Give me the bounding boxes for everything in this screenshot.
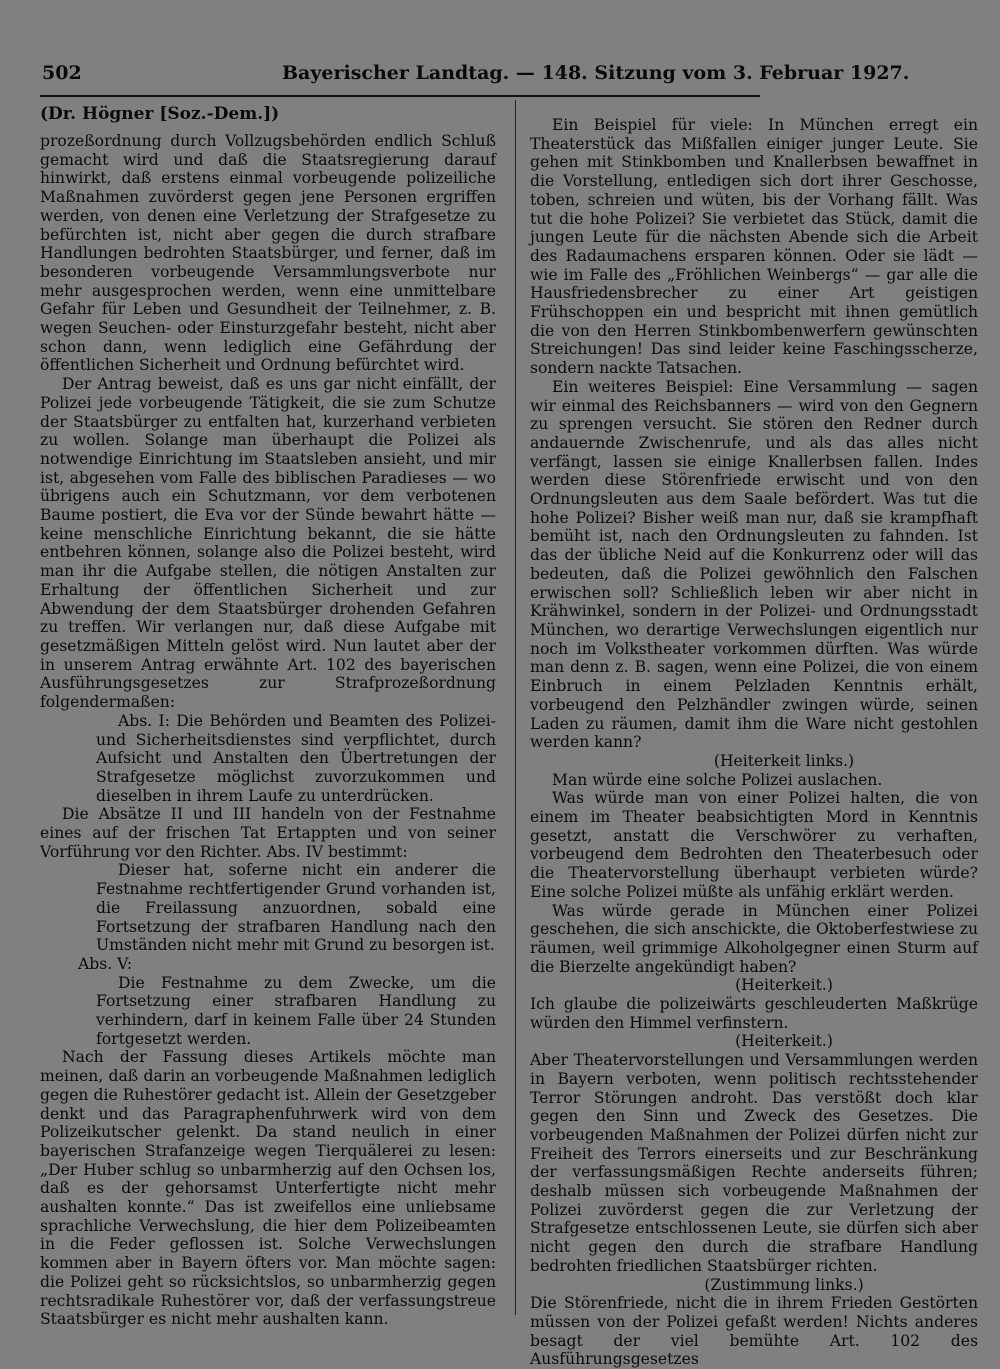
speaker-label: (Dr. Högner [Soz.-Dem.]) bbox=[40, 104, 280, 124]
interjection: (Heiterkeit.) bbox=[735, 976, 833, 995]
paragraph: Ein weiteres Beispiel: Eine Versammlung — sagen wir einmal des Reichsbanners — wird von den Gegnern zu sprengen versucht. Sie stören den Redner durch andauernde Zwischenrufe, und als das alles nicht verfängt, lassen sie einige Knallerbsen fallen. Indes werden diese Störenfriede erwischt und von den Ordnungsleuten aus dem Saale befördert. Was tut die hohe Polizei? Bisher weiß man nur, daß sie krampfhaft bemüht ist, nach den Ordnungsleuten zu fahnden. Ist das der übliche Neid auf die Konkurrenz oder will das bedeuten, daß die Polizei gewöhnlich den Falschen erwischen soll? Schließlich leben wir aber nicht in Krähwinkel, sondern in der Polizei- und Ordnungsstadt München, wo derartige Verwechslungen eigentlich nur noch im Volkstheater vorkommen dürften. Was würde man denn z. B. sagen, wenn eine Polizei, die von einem Einbruch in einem Pelzladen Kenntnis erhält, vorbeugend den Pelzhändler zwingen würde, seinen Laden zu räumen, damit ihm die Ware nicht gestohlen werden kann? bbox=[530, 377, 978, 752]
running-title: Bayerischer Landtag. — 148. Sitzung vom 3. Februar 1927. bbox=[282, 62, 910, 84]
header-rule bbox=[40, 95, 760, 97]
quoted-law-text: Die Festnahme zu dem Zwecke, um die Fortsetzung einer strafbaren Handlung zu verhindern, darf in keinem Falle über 24 Stunden fortgesetzt werden. bbox=[96, 973, 496, 1048]
paragraph: prozeßordnung durch Vollzugsbehörden endlich Schluß gemacht wird und daß die Staatsregierung darauf hinwirkt, daß erstens einmal vorbeugende polizeiliche Maßnahmen zuvörderst gegen jene Personen ergriffen werden, von denen eine Verletzung der Strafgesetze zu befürchten ist, nicht aber gegen die durch strafbare Handlungen bedrohten Staatsbürger, und ferner, daß im besonderen vorbeugende Versammlungsverbote nur mehr ausgesprochen werden, wenn eine unmittelbare Gefahr für Leben und Gesundheit der Teilnehmer, z. B. wegen Seuchen- oder Einsturzgefahr besteht, nicht aber schon dann, wenn lediglich eine Gefährdung der öffentlichen Sicherheit und Ordnung befürchtet wird. bbox=[40, 132, 496, 375]
interjection: (Heiterkeit.) bbox=[735, 1032, 833, 1051]
quoted-law-text: Abs. I: Die Behörden und Beamten des Polizei- und Sicherheitsdienstes sind verpflichtet, durch Aufsicht und Anstalten den Übertretungen der Strafgesetze möglichst zuvorzukommen und dieselben in ihrem Laufe zu unterdrücken. bbox=[96, 711, 496, 805]
paragraph: Was würde man von einer Polizei halten, die von einem im Theater beabsichtigten Mord in Kenntnis gesetzt, anstatt die Verschwörer zu verhaften, vorbeugend dem Bedrohten den Theaterbesuch oder die Theatervorstellung überhaupt verbieten würde? Eine solche Polizei müßte als unfähig erklärt werden. bbox=[530, 789, 978, 901]
paragraph: Die Absätze II und III handeln von der Festnahme eines auf der frischen Tat Ertappten und von seiner Vorführung vor den Richter. Abs. IV bestimmt: bbox=[40, 805, 496, 861]
section-label: Abs. V: bbox=[78, 954, 133, 973]
paragraph: Was würde gerade in München einer Polizei geschehen, die sich anschickte, die Oktoberfestwiese zu räumen, weil grimmige Alkoholgegner einen Sturm auf die Bierzelte angekündigt haben? bbox=[530, 901, 978, 976]
paragraph: Aber Theatervorstellungen und Versammlungen werden in Bayern verboten, wenn politisch rechtsstehender Terror Störungen androht. Das verstößt doch klar gegen den Sinn und Zweck des Gesetzes. Die vorbeugenden Maßnahmen der Polizei dürfen nicht zur Freiheit des Terrors einerseits und zur Beschränkung der verfassungsmäßigen Rechte anderseits führen; deshalb müssen sich vorbeugende Maßnahmen der Polizei zuvörderst gegen die zur Verletzung der Strafgesetze entschlossenen Leute, sie dürfen sich aber nicht gegen den durch die strafbare Handlung bedrohten friedlichen Staatsbürger richten. bbox=[530, 1051, 978, 1275]
column-divider bbox=[515, 100, 516, 1315]
paragraph: Die Störenfriede, nicht die in ihrem Frieden Gestörten müssen von der Polizei gefaßt werden! Nichts anderes besagt der viel bemühte Art. 102 des Ausführungsgesetzes bbox=[530, 1294, 978, 1369]
right-column bbox=[530, 116, 978, 1369]
interjection: (Zustimmung links.) bbox=[704, 1275, 864, 1294]
paragraph: Ich glaube die polizeiwärts geschleuderten Maßkrüge würden den Himmel verfinstern. bbox=[530, 995, 978, 1032]
paragraph: Man würde eine solche Polizei auslachen. bbox=[552, 770, 883, 789]
paragraph: Nach der Fassung dieses Artikels möchte man meinen, daß darin an vorbeugende Maßnahmen lediglich gegen die Ruhestörer gedacht ist. Allein der Gesetzgeber denkt und das Paragraphenfuhrwerk wird von dem Polizeikutscher gelenkt. Da stand neulich in einer bayerischen Strafanzeige wegen Tierquälerei zu lesen: „Der Huber schlug so unbarmherzig auf den Ochsen los, daß es der gehorsamst Unterfertigte nicht mehr aushalten konnte.“ Das ist zweifellos eine unliebsame sprachliche Verwechslung, die hier dem Polizeibeamten in die Feder geflossen ist. Solche Verwechslungen kommen aber in Bayern öfters vor. Man möchte sagen: die Polizei geht so rücksichtslos, so unbarmherzig gegen rechtsradikale Ruhestörer vor, daß der verfassungstreue Staatsbürger es nicht mehr aushalten kann. bbox=[40, 1048, 496, 1329]
page-header bbox=[42, 62, 910, 92]
left-column bbox=[40, 102, 496, 1329]
paragraph: Der Antrag beweist, daß es uns gar nicht einfällt, der Polizei jede vorbeugende Tätigkeit, die sie zum Schutze der Staatsbürger zu entfalten hat, kurzerhand verbieten zu wollen. Solange man überhaupt die Polizei als notwendige Einrichtung im Staatsleben ansieht, und mir ist, abgesehen vom Falle des biblischen Paradieses — wo übrigens auch ein Schutzmann, vor dem verbotenen Baume postiert, die Eva vor der Sünde bewahrt hätte — keine menschliche Einrichtung bekannt, die sie hätte entbehren können, solange also die Polizei besteht, wird man ihr die Aufgabe stellen, die nötigen Anstalten zur Erhaltung der öffentlichen Sicherheit und zur Abwendung der dem Staatsbürger drohenden Gefahren zu treffen. Wir verlangen nur, daß diese Aufgabe mit gesetzmäßigen Mitteln gelöst wird. Nun lautet aber der in unserem Antrag erwähnte Art. 102 des bayerischen Ausführungsgesetzes zur Strafprozeßordnung folgendermaßen: bbox=[40, 375, 496, 712]
quoted-law-text: Dieser hat, soferne nicht ein anderer die Festnahme rechtfertigender Grund vorhanden ist, die Freilassung anzuordnen, sobald eine Fortsetzung der strafbaren Handlung nach den Umständen nicht mehr mit Grund zu besorgen ist. bbox=[96, 861, 496, 955]
page-number: 502 bbox=[42, 62, 82, 84]
interjection: (Heiterkeit links.) bbox=[713, 751, 855, 770]
paragraph: Ein Beispiel für viele: In München erregt ein Theaterstück das Mißfallen einiger junger Leute. Sie gehen mit Stinkbomben und Knallerbsen bewaffnet in die Vorstellung, entledigen sich dort ihrer Geschosse, toben, schreien und wüten, bis der Vorhang fällt. Was tut die hohe Polizei? Sie verbietet das Stück, damit die jungen Leute für die nächsten Abende sich die Arbeit des Radaumachens ersparen können. Oder sie lädt — wie im Falle des „Fröhlichen Weinbergs“ — gar alle die Hausfriedensbrecher zu einer Art geistigen Frühschoppen ein und bespricht mit ihnen gemütlich die von den Herren Stinkbombenwerfern gewünschten Streichungen! Das sind leider keine Faschingsscherze, sondern nackte Tatsachen. bbox=[530, 116, 978, 378]
